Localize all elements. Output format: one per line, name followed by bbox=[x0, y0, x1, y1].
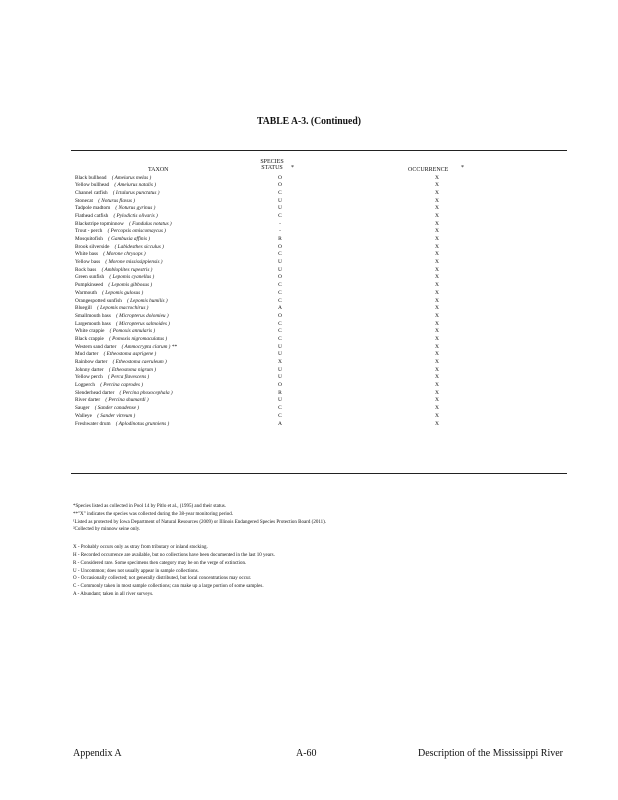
occurrence-cell: X bbox=[435, 282, 439, 289]
occurrence-cell: X bbox=[435, 405, 439, 412]
scientific-name: ( Perca flavescens ) bbox=[107, 374, 150, 381]
scientific-name: ( Lepomis gulosus ) bbox=[102, 289, 144, 296]
table-row bbox=[75, 190, 555, 198]
taxon-cell bbox=[75, 336, 167, 344]
scientific-name: ( Percopsis omiscomaycus ) bbox=[107, 228, 166, 235]
common-name: Bluegill bbox=[75, 305, 92, 312]
occurrence-cell: X bbox=[435, 328, 439, 335]
taxon-cell bbox=[75, 290, 143, 298]
table-row bbox=[75, 182, 555, 190]
table-row bbox=[75, 175, 555, 183]
common-name: White crappie bbox=[75, 328, 105, 335]
common-name: Smallmouth bass bbox=[75, 312, 111, 319]
scientific-name: ( Gambusia affinis ) bbox=[108, 236, 151, 242]
status-cell: C bbox=[278, 328, 282, 335]
table-row bbox=[75, 305, 555, 313]
status-cell: U bbox=[278, 366, 282, 373]
status-cell: C bbox=[278, 189, 282, 196]
table-title: TABLE A-3. (Continued) bbox=[257, 115, 361, 127]
scientific-name: ( Micropterus salmoides ) bbox=[115, 320, 170, 327]
scientific-name: ( Morone chrysops ) bbox=[103, 251, 146, 258]
common-name: Pumpkinseed bbox=[75, 282, 104, 289]
scientific-name: ( Labidesthes sicculus ) bbox=[114, 243, 164, 250]
status-cell: A bbox=[278, 305, 282, 312]
scientific-name: ( Ameiurus natalis ) bbox=[114, 182, 156, 189]
footnote-1: *Species listed as collected in Pool 14 by Pitlo et al., (1995) and their status. bbox=[73, 504, 226, 509]
taxon-cell bbox=[75, 351, 156, 359]
status-cell: O bbox=[278, 382, 282, 389]
common-name: Rock bass bbox=[75, 266, 97, 273]
taxon-cell bbox=[75, 382, 143, 390]
table-row bbox=[75, 267, 555, 275]
status-cell: U bbox=[278, 205, 282, 212]
legend-a: A - Abundant; taken in all river surveys. bbox=[73, 591, 154, 597]
table-bottom-rule bbox=[71, 473, 567, 474]
occurrence-cell: X bbox=[435, 228, 439, 235]
status-cell: U bbox=[278, 397, 282, 404]
occurrence-cell: X bbox=[435, 412, 439, 419]
status-cell: U bbox=[278, 343, 282, 350]
common-name: Western sand darter bbox=[75, 343, 117, 350]
occurrence-cell: X bbox=[435, 274, 439, 281]
table-row bbox=[75, 367, 555, 375]
table-row bbox=[75, 397, 555, 405]
taxon-cell bbox=[75, 359, 167, 367]
taxon-cell bbox=[75, 305, 148, 313]
footnote-3: ¹Listed as protected by Iowa Department of Natural Resources (2009) or Illinois Endangered Species Protection Board (2011). bbox=[73, 519, 327, 525]
scientific-name: ( Sander canadense ) bbox=[94, 405, 140, 412]
status-cell: C bbox=[278, 320, 282, 327]
table-row bbox=[75, 213, 555, 221]
status-cell: - bbox=[279, 220, 281, 227]
occurrence-cell: X bbox=[435, 266, 439, 273]
species-status-header: SPECIES STATUS bbox=[260, 159, 284, 171]
status-cell: U bbox=[278, 259, 282, 266]
status-cell: X bbox=[278, 359, 282, 365]
occurrence-cell: X bbox=[435, 382, 439, 389]
taxon-cell bbox=[75, 328, 155, 336]
status-cell: O bbox=[278, 312, 282, 319]
table-row bbox=[75, 290, 555, 298]
status-cell: U bbox=[278, 374, 282, 381]
table-row bbox=[75, 382, 555, 390]
scientific-name: ( Lepomis macrochirus ) bbox=[97, 305, 149, 312]
scientific-name: ( Percina shumardi ) bbox=[105, 397, 149, 404]
table-row bbox=[75, 321, 555, 329]
taxon-cell bbox=[75, 267, 152, 275]
notes-gap bbox=[73, 534, 573, 544]
taxon-cell bbox=[75, 282, 152, 290]
common-name: Black bullhead bbox=[75, 174, 107, 181]
taxon-cell bbox=[75, 313, 169, 321]
common-name: Black crappie bbox=[75, 335, 104, 342]
common-name: Yellow perch bbox=[75, 374, 103, 381]
status-cell: C bbox=[278, 251, 282, 258]
status-cell: U bbox=[278, 351, 282, 358]
occurrence-cell: X bbox=[435, 189, 439, 196]
common-name: Logperch bbox=[75, 382, 96, 389]
common-name: Green sunfish bbox=[75, 274, 105, 281]
status-cell: O bbox=[278, 274, 282, 281]
common-name: Orangespotted sunfish bbox=[75, 297, 122, 304]
taxon-header: TAXON bbox=[148, 167, 169, 173]
table-row bbox=[75, 251, 555, 259]
status-cell: R bbox=[278, 236, 282, 242]
scientific-name: ( Ambloplites rupestris ) bbox=[101, 266, 153, 273]
scientific-name: ( Aplodinotus grunniens ) bbox=[115, 420, 170, 427]
status-cell: O bbox=[278, 182, 282, 189]
common-name: Mud darter bbox=[75, 351, 99, 358]
table-row bbox=[75, 336, 555, 344]
occurrence-cell: X bbox=[435, 374, 439, 381]
occurrence-cell: X bbox=[435, 343, 439, 350]
occurrence-cell: X bbox=[435, 197, 439, 204]
table-row bbox=[75, 236, 555, 244]
common-name: Walleye bbox=[75, 412, 92, 419]
occurrence-cell: X bbox=[435, 251, 439, 258]
legend-u: U - Uncommon; does not usually appear in sample collections. bbox=[73, 568, 199, 574]
scientific-name: ( Sander vitreum ) bbox=[97, 412, 136, 419]
status-cell: A bbox=[278, 420, 282, 427]
status-cell: O bbox=[278, 174, 282, 181]
taxon-cell bbox=[75, 213, 158, 221]
table-row bbox=[75, 313, 555, 321]
table-row bbox=[75, 344, 555, 352]
occurrence-cell: X bbox=[435, 297, 439, 304]
occurrence-cell: X bbox=[435, 366, 439, 373]
scientific-name: ( Lepomis gibbosus ) bbox=[108, 282, 153, 289]
status-cell: - bbox=[279, 228, 281, 235]
common-name: Johnny darter bbox=[75, 366, 104, 373]
status-cell: C bbox=[278, 335, 282, 342]
scientific-name: ( Ictalurus punctatus ) bbox=[112, 189, 160, 196]
occurrence-cell: X bbox=[435, 182, 439, 189]
legend-o: O - Occasionally collected; not generally distributed, but local concentrations may occur. bbox=[73, 576, 252, 582]
common-name: Tadpole madtom bbox=[75, 205, 111, 212]
table-row bbox=[75, 274, 555, 282]
scientific-name: ( Percina caprodes ) bbox=[100, 382, 143, 389]
occurrence-cell: X bbox=[435, 289, 439, 296]
common-name: Flathead catfish bbox=[75, 212, 109, 219]
occurrence-footnote-mark: * bbox=[461, 165, 464, 171]
taxon-cell bbox=[75, 413, 135, 421]
common-name: Blackstripe topminnow bbox=[75, 220, 124, 227]
occurrence-cell: X bbox=[435, 243, 439, 250]
occurrence-cell: X bbox=[435, 351, 439, 358]
scientific-name: ( Fundulus notatus ) bbox=[129, 220, 172, 227]
footer-description: Description of the Mississippi River bbox=[418, 748, 563, 759]
taxon-cell bbox=[75, 221, 172, 229]
taxon-cell bbox=[75, 190, 159, 198]
table-row bbox=[75, 421, 555, 429]
common-name: Trout - perch bbox=[75, 228, 103, 235]
common-name: Mosquitofish bbox=[75, 236, 103, 242]
taxon-cell bbox=[75, 228, 166, 236]
occurrence-cell: X bbox=[435, 312, 439, 319]
taxon-cell bbox=[75, 390, 173, 398]
scientific-name: ( Pylodictis olivaris ) bbox=[113, 212, 158, 219]
table-row bbox=[75, 198, 555, 206]
table-row bbox=[75, 328, 555, 336]
occurrence-cell: X bbox=[435, 359, 439, 365]
taxon-cell bbox=[75, 374, 149, 382]
status-cell: U bbox=[278, 266, 282, 273]
status-cell: R bbox=[278, 389, 282, 396]
taxon-cell bbox=[75, 274, 154, 282]
status-cell: U bbox=[278, 197, 282, 204]
occurrence-cell: X bbox=[435, 205, 439, 212]
taxon-cell bbox=[75, 244, 164, 252]
table-top-rule bbox=[71, 150, 567, 151]
common-name: Channel catfish bbox=[75, 189, 108, 196]
taxon-cell bbox=[75, 251, 146, 259]
status-cell: C bbox=[278, 289, 282, 296]
scientific-name: ( Ammocrypta clarum ) ** bbox=[121, 343, 177, 350]
taxon-cell bbox=[75, 182, 156, 190]
taxon-cell bbox=[75, 421, 169, 429]
scientific-name: ( Percina phoxocephala ) bbox=[119, 389, 173, 396]
scientific-name: ( Noturus gyrinus ) bbox=[115, 205, 156, 212]
occurrence-cell: X bbox=[435, 389, 439, 396]
taxon-cell bbox=[75, 198, 135, 206]
legend-x: X - Probably occurs only as stray from tributary or inland stocking. bbox=[73, 545, 208, 551]
scientific-name: ( Pomoxis annularis ) bbox=[109, 328, 156, 335]
common-name: Warmouth bbox=[75, 289, 97, 296]
table-row bbox=[75, 390, 555, 398]
common-name: White bass bbox=[75, 251, 99, 258]
scientific-name: ( Ameiurus melas ) bbox=[111, 174, 152, 181]
legend-c: C - Commonly taken in most sample collections; can make up a large portion of some samples. bbox=[73, 584, 264, 590]
common-name: Largemouth bass bbox=[75, 320, 111, 327]
table-row bbox=[75, 259, 555, 267]
footer-page-number: A-60 bbox=[296, 748, 317, 759]
legend-h: H - Recorded occurrence are available, but no collections have been documented in the last 10 years. bbox=[73, 552, 275, 558]
occurrence-cell: X bbox=[435, 236, 439, 242]
table-row bbox=[75, 359, 555, 367]
status-cell: C bbox=[278, 297, 282, 304]
table-row bbox=[75, 244, 555, 252]
occurrence-cell: X bbox=[435, 259, 439, 266]
status-cell: C bbox=[278, 412, 282, 419]
taxon-cell bbox=[75, 236, 150, 244]
common-name: Stonecat bbox=[75, 197, 94, 204]
taxon-cell bbox=[75, 205, 155, 213]
scientific-name: ( Etheostoma nigrum ) bbox=[108, 366, 156, 373]
table-row bbox=[75, 228, 555, 236]
common-name: Sauger bbox=[75, 405, 90, 412]
footnote-4: ²Collected by minnow seine only. bbox=[73, 527, 141, 533]
taxon-cell bbox=[75, 397, 149, 405]
scientific-name: ( Noturus flavus ) bbox=[98, 197, 135, 204]
status-cell: C bbox=[278, 212, 282, 219]
legend-r: R - Considered rare. Some specimens then category may be on the verge of extinction. bbox=[73, 560, 247, 566]
table-row bbox=[75, 205, 555, 213]
occurrence-cell: X bbox=[435, 335, 439, 342]
occurrence-header: OCCURRENCE bbox=[408, 167, 449, 173]
table-row bbox=[75, 298, 555, 306]
scientific-name: ( Morone mississippiensis ) bbox=[105, 259, 163, 266]
common-name: Yellow bullhead bbox=[75, 182, 110, 189]
occurrence-cell: X bbox=[435, 320, 439, 327]
table-row bbox=[75, 413, 555, 421]
taxon-cell bbox=[75, 367, 156, 375]
table-row bbox=[75, 282, 555, 290]
status-cell: C bbox=[278, 405, 282, 412]
table-row bbox=[75, 351, 555, 359]
occurrence-cell: X bbox=[435, 174, 439, 181]
scientific-name: ( Pomoxis nigromaculatus ) bbox=[109, 335, 168, 342]
table-row bbox=[75, 221, 555, 229]
status-footnote-mark: * bbox=[291, 165, 294, 171]
taxon-cell bbox=[75, 259, 163, 267]
table-body bbox=[75, 175, 555, 429]
occurrence-cell: X bbox=[435, 397, 439, 404]
occurrence-cell: X bbox=[435, 220, 439, 227]
status-cell: C bbox=[278, 282, 282, 289]
table-row bbox=[75, 374, 555, 382]
taxon-cell bbox=[75, 175, 151, 183]
occurrence-cell: X bbox=[435, 212, 439, 219]
taxon-cell bbox=[75, 321, 170, 329]
footer-appendix: Appendix A bbox=[73, 748, 122, 759]
scientific-name: ( Lepomis humilis ) bbox=[127, 297, 168, 304]
footnote-2: **"X" indicates the species was collected during the 38-year monitoring period. bbox=[73, 511, 234, 517]
scientific-name: ( Etheostoma asprigene ) bbox=[103, 351, 157, 358]
common-name: Yellow bass bbox=[75, 259, 101, 266]
table-notes bbox=[73, 503, 573, 599]
occurrence-cell: X bbox=[435, 420, 439, 427]
common-name: Slenderhead darter bbox=[75, 389, 115, 396]
taxon-cell bbox=[75, 405, 139, 413]
taxon-cell bbox=[75, 344, 177, 352]
occurrence-cell: X bbox=[435, 305, 439, 312]
taxon-cell bbox=[75, 298, 168, 306]
table-row bbox=[75, 405, 555, 413]
common-name: Freshwater drum bbox=[75, 420, 111, 427]
common-name: River darter bbox=[75, 397, 101, 404]
common-name: Rainbow darter bbox=[75, 359, 108, 365]
scientific-name: ( Micropterus dolomieu ) bbox=[116, 312, 169, 319]
status-cell: O bbox=[278, 243, 282, 250]
scientific-name: ( Etheostoma caeruleum ) bbox=[112, 359, 167, 365]
scientific-name: ( Lepomis cyanellus ) bbox=[109, 274, 155, 281]
common-name: Brook silverside bbox=[75, 243, 110, 250]
